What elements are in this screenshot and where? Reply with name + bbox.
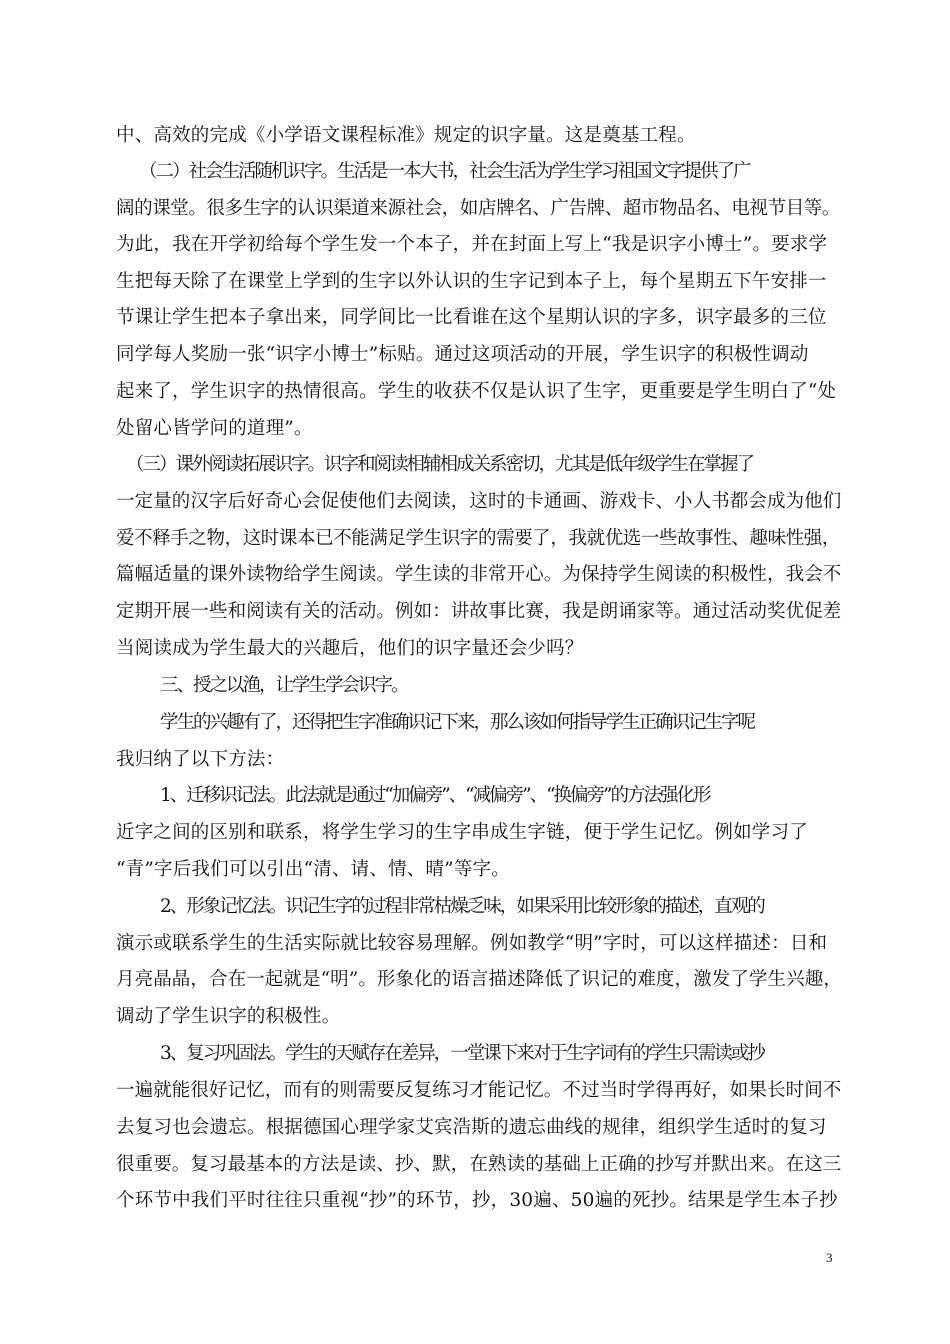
text-line: 爱不释手之物，这时课本已不能满足学生识字的需要了，我就优选一些故事性、趣味性强， xyxy=(116,528,841,549)
text-line: “青”字后我们可以引出“清、请、情、晴”等字。 xyxy=(116,859,510,880)
text-line: 一遍就能很好记忆，而有的则需要反复练习才能记忆。不过当时学得再好，如果长时间不 xyxy=(116,1080,842,1101)
page-number: 3 xyxy=(826,1250,833,1265)
text-line: 定期开展一些和阅读有关的活动。例如：讲故事比赛，我是朗诵家等。通过活动奖优促差 xyxy=(116,601,842,622)
text-line: 1、迁移识记法。此法就是通过“加偏旁”、“减偏旁”、“换偏旁”的方法强化形 xyxy=(160,785,710,806)
text-line: 2、形象记忆法。识记生字的过程非常枯燥乏味，如果采用比较形象的描述，直观的 xyxy=(160,896,764,917)
text-line: 当阅读成为学生最大的兴趣后，他们的识字量还会少吗？ xyxy=(116,638,584,659)
text-line: 去复习也会遗忘。根据德国心理学家艾宾浩斯的遗忘曲线的规律，组织学生适时的复习 xyxy=(116,1117,827,1138)
text-line: 我归纳了以下方法： xyxy=(116,749,285,770)
text-line: 一定量的汉字后好奇心会促使他们去阅读，这时的卡通画、游戏卡、小人书都会成为他们 xyxy=(116,491,842,512)
text-line: （三）课外阅读拓展识字。识字和阅读相辅相成关系密切，尤其是低年级学生在掌握了 xyxy=(126,454,754,475)
text-line: 调动了学生识字的积极性。 xyxy=(116,1006,341,1027)
text-line: 演示或联系学生的生活实际就比较容易理解。例如教学“明”字时，可以这样描述：日和 xyxy=(116,933,828,954)
text-line: （二）社会生活随机识字。生活是一本大书，社会生活为学生学习祖国文字提供了广 xyxy=(139,161,750,182)
text-line: 处留心皆学问的道理”。 xyxy=(116,418,313,439)
text-line: 篇幅适量的课外读物给学生阅读。学生读的非常开心。为保持学生阅读的积极性，我会不 xyxy=(116,564,842,585)
text-line: 生把每天除了在课堂上学到的生字以外认识的生字记到本子上，每个星期五下午安排一 xyxy=(116,271,827,292)
text-line: 起来了，学生识字的热情很高。学生的收获不仅是认识了生字，更重要是学生明白了“处 xyxy=(116,381,837,402)
text-line: 中、高效的完成《小学语文课程标准》规定的识字量。这是奠基工程。 xyxy=(116,125,696,146)
text-line: 3、复习巩固法。学生的天赋存在差异，一堂课下来对于生字词有的学生只需读或抄 xyxy=(160,1043,764,1064)
text-line: 阔的课堂。很多生字的认识渠道来源社会，如店牌名、广告牌、超市物品名、电视节目等。 xyxy=(116,198,841,219)
text-line: 月亮晶晶，合在一起就是“明”。形象化的语言描述降低了识记的难度，激发了学生兴趣， xyxy=(116,969,842,990)
text-line: 近字之间的区别和联系，将学生学习的生字串成生字链，便于学生记忆。例如学习了 xyxy=(116,822,808,843)
text-line: 个环节中我们平时往往只重视“抄”的环节，抄，30遍、50遍的死抄。结果是学生本子抄 xyxy=(116,1190,838,1211)
text-line: 为此，我在开学初给每个学生发一个本子，并在封面上写上“我是识字小博士”。要求学 xyxy=(116,234,828,255)
text-line: 很重要。复习最基本的方法是读、抄、默，在熟读的基础上正确的抄写并默出来。在这三 xyxy=(116,1154,842,1175)
text-line: 三、授之以渔，让学生学会识字。 xyxy=(160,675,408,696)
text-line: 同学每人奖励一张“识字小博士”标贴。通过这项活动的开展，学生识字的积极性调动 xyxy=(116,344,809,365)
text-line: 学生的兴趣有了，还得把生字准确识记下来，那么该如何指导学生正确识记生字呢 xyxy=(160,712,755,733)
text-line: 节课让学生把本子拿出来，同学间比一比看谁在这个星期认识的字多，识字最多的三位 xyxy=(116,307,827,328)
